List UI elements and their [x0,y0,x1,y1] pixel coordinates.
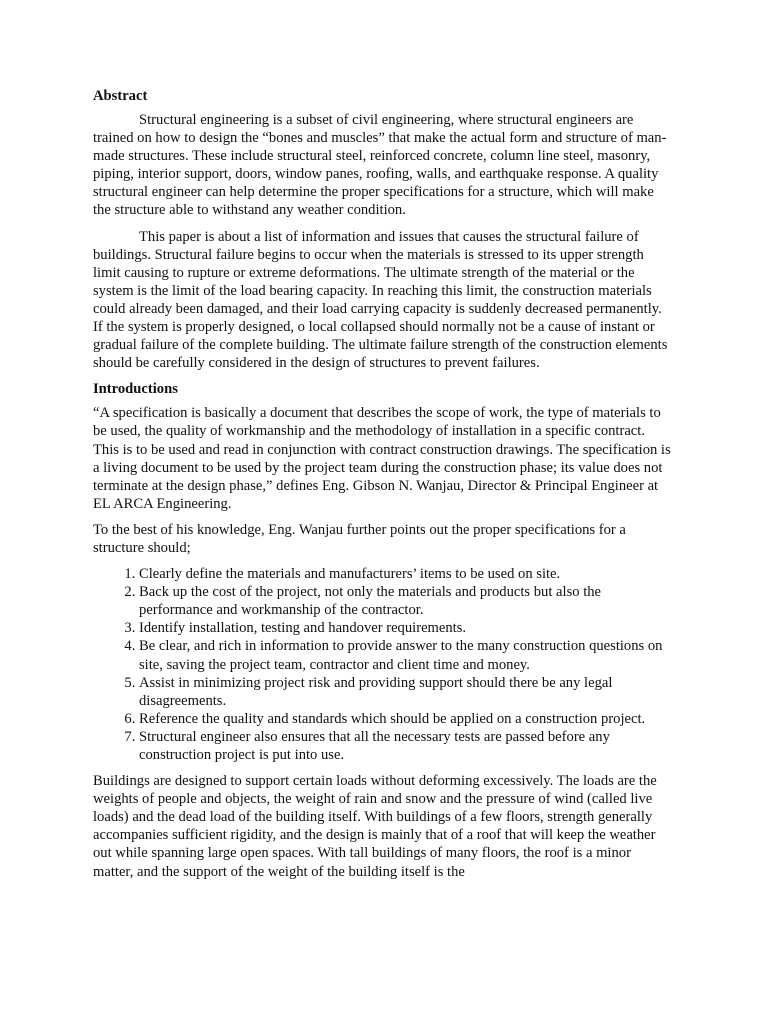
abstract-paragraph-2: This paper is about a list of information and issues that causes the structural failure of buildings. Structural failure begins to occur when the materials is stressed to its upper strength limit causing to rupture or extreme deformations. The ultimate strength of the material or the system is the limit of the load bearing capacity. In reaching this limit, the construction materials could already been damaged, and their load carrying capacity is suddenly decreased permanently. If the system is properly designed, o local collapsed should normally not be a cause of instant or gradual failure of the complete building. The ultimate failure strength of the construction elements should be carefully considered in the design of structures to prevent failures. [93,228,668,372]
specification-list [93,565,673,764]
introductions-paragraph-2: To the best of his knowledge, Eng. Wanjau further points out the proper specifications for a structure should; [93,521,626,556]
list-item: 6. Reference the quality and standards which should be applied on a construction project. [139,710,673,728]
abstract-paragraph-1: Structural engineering is a subset of civil engineering, where structural engineers are trained on how to design the “bones and muscles” that make the actual form and structure of man-made structures. These include structural steel, reinforced concrete, column line steel, masonry, piping, interior support, doors, window panes, roofing, walls, and earthquake response. A quality structural engineer can help determine the proper specifications for a structure, which will make the structure able to withstand any weather condition. [93,112,667,219]
list-item: 5. Assist in minimizing project risk and providing support should there be any legal disagreements. [139,674,673,710]
abstract-heading: Abstract [93,88,148,104]
list-item: 7. Structural engineer also ensures that all the necessary tests are passed before any construction project is put into use. [139,728,673,764]
list-item: 1. Clearly define the materials and manufacturers’ items to be used on site. [139,565,673,583]
list-item: 4. Be clear, and rich in information to provide answer to the many construction questions on site, saving the project team, contractor and client time and money. [139,637,673,673]
introductions-paragraph-3: Buildings are designed to support certain loads without deforming excessively. The loads are the weights of people and objects, the weight of rain and snow and the pressure of wind (called live loads) and the dead load of the building itself. With buildings of a few floors, strength generally accompanies sufficient rigidity, and the design is mainly that of a roof that will keep the weather out while spanning large open spaces. With tall buildings of many floors, the roof is a minor matter, and the support of the weight of the building itself is the [93,773,657,880]
document-page [93,84,673,889]
introductions-paragraph-1: “A specification is basically a document that describes the scope of work, the type of materials to be used, the quality of workmanship and the methodology of installation in a specific contract. This is to be used and read in conjunction with contract construction drawings. The specification is a living document to be used by the project team during the construction phase; its value does not terminate at the design phase,” defines Eng. Gibson N. Wanjau, Director & Principal Engineer at EL ARCA Engineering. [93,405,671,512]
introductions-heading: Introductions [93,381,178,398]
list-item: 2. Back up the cost of the project, not only the materials and products but also the performance and workmanship of the contractor. [139,583,673,619]
list-item: 3. Identify installation, testing and handover requirements. [139,619,673,637]
